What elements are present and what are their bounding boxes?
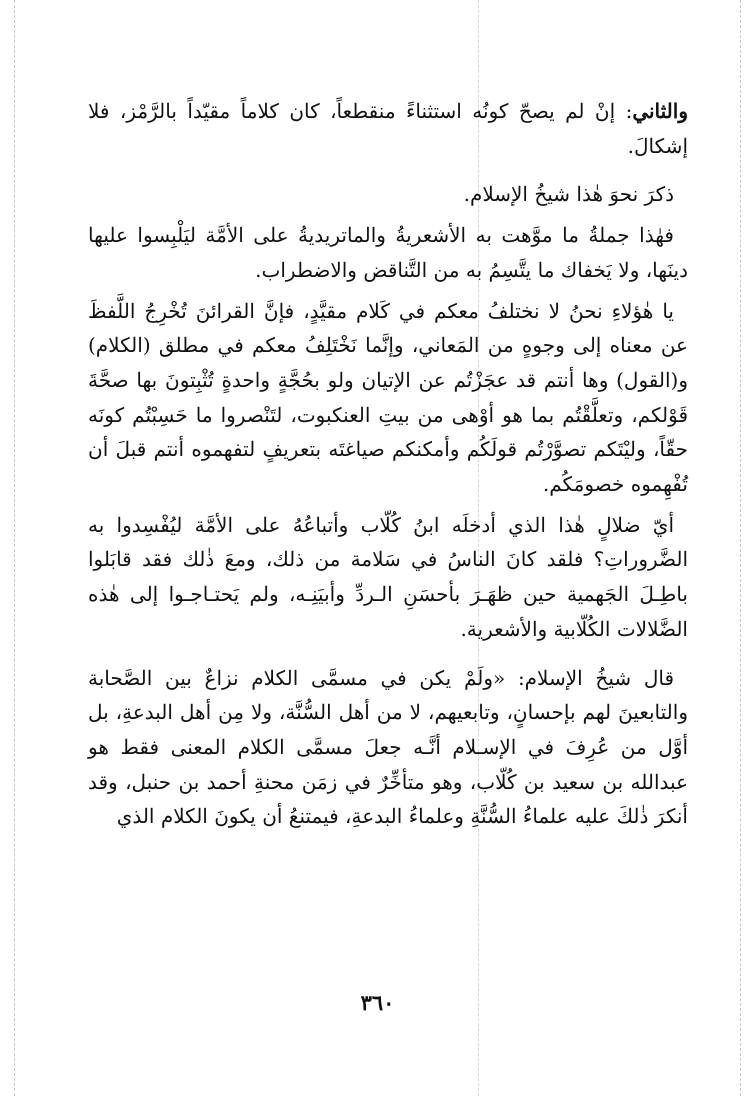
page-body xyxy=(88,94,688,834)
left-page-guide xyxy=(14,0,15,1096)
page-number: ٣٦٠ xyxy=(360,990,395,1015)
right-page-guide xyxy=(740,0,741,1096)
paragraph-2-text: ذكرَ نحوَ هٰذا شيخُ الإسلام. xyxy=(463,182,674,207)
paragraph-4 xyxy=(88,294,688,502)
paragraph-2 xyxy=(88,177,688,212)
paragraph-3 xyxy=(88,218,688,287)
paragraph-3-text: فهٰذا جملةُ ما موَّهت به الأشعريةُ والماتريديةُ على الأمَّة ليَلْبِسوا عليها دينَها، ولا يَخفاك ما يتَّسِمُ به من التَّناقض والاضطراب. xyxy=(88,223,688,282)
paragraph-5 xyxy=(88,508,688,647)
paragraph-1 xyxy=(88,94,688,163)
paragraph-4-text: يا هٰؤلاءِ نحنُ لا نختلفُ معكم في كَلام مقيَّدٍ، فإنَّ القرائنَ تُخْرِجُ اللَّفظَ عن معناه إلى وجوهٍ من المَعاني، وإنَّما نَخْتَلِفُ معكم في مطلق (الكلام) و(القول) وها أنتم قد عجَزْتُم عن الإتيان ولو بحُجَّةٍ واحدةٍ تُثْبِتونَ بها صحَّةَ قَوْلكم، وتعلَّقْتُم بما هو أوْهى من بيتِ العنكبوت، لتَنْصروا ما حَسِبْتُم كونَه حقّاً، وليْتَكم تصوَّرْتُم قولَكُم وأمكنكم صياغتَه بتعريفٍ لتفهموه أنتم قبلَ أن تُفْهِموه خصومَكُم. xyxy=(88,298,688,497)
paragraph-1-text: : إنْ لم يصحّ كونُه استثناءً منقطعاً، كان كلاماً مقيّداً بالرَّمْز، فلا إشكالَ. xyxy=(88,99,688,158)
paragraph-6 xyxy=(88,661,688,835)
paragraph-5-text: أيّ ضلالٍ هٰذا الذي أدخلَه ابنُ كُلّاب وأتباعُهُ على الأمَّة ليُفْسِدوا به الضَّروراتِ؟ فلقد كانَ الناسُ في سَلامة من ذلك، ومعَ ذٰلك فقد قابَلوا باطِـلَ الجَهمية حين ظهَـرَ بأحسَنِ الـردِّ وأبيَنِـه، ولم يَحتـاجـوا إلى هٰذه الضَّلالات الكُلّابية والأشعرية. xyxy=(88,512,688,641)
paragraph-6-text: قال شيخُ الإسلام: «ولَمْ يكن في مسمَّى الكلام نزاعٌ بين الصَّحابة والتابعينَ لهم بإحسانٍ، وتابعيهم، لا من أهل السُّنَّة، ولا مِن أهل البدعةِ، بل أوَّل من عُرِفَ في الإسـلام أنَّـه جعلَ مسمَّى الكلام المعنى فقط هو عبدالله بن سعيد بن كُلّاب، وهو متأخِّرٌ في زمَن محنةِ أحمد بن حنبل، وقد أنكرَ ذٰلكَ عليه علماءُ السُّنَّةِ وعلماءُ البدعةِ، فيمتنعُ أن يكونَ الكلام الذي xyxy=(88,665,688,829)
paragraph-1-lead: والثاني xyxy=(632,99,688,123)
